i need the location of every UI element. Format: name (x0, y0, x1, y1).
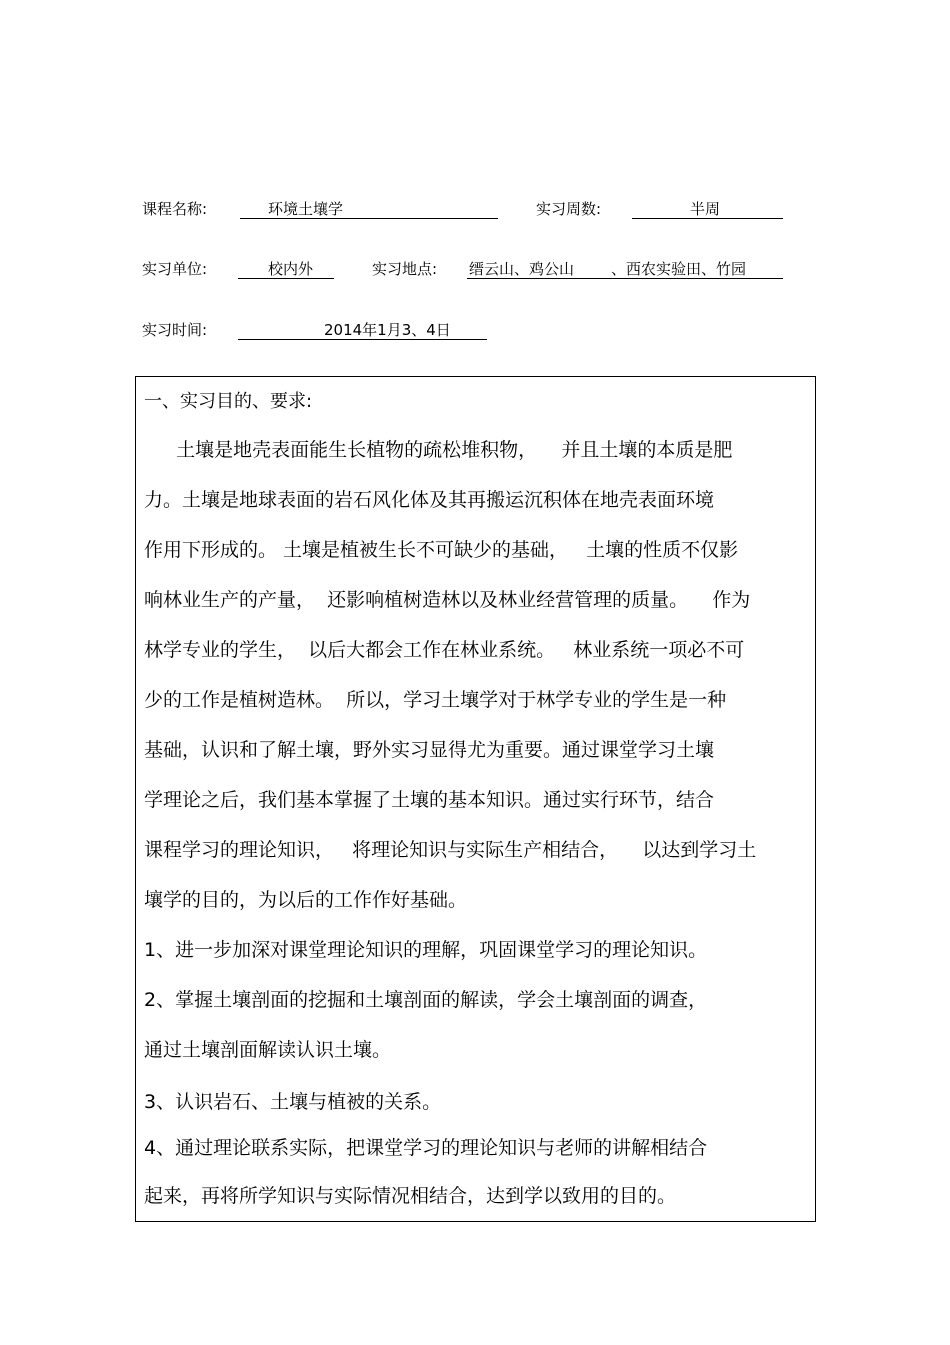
content-line: 4、通过理论联系实际，把课堂学习的理论知识与老师的讲解相结合 (144, 1137, 708, 1159)
practice-unit-text: 校内外 (268, 260, 314, 278)
practice-location-label: 实习地点: (372, 260, 438, 278)
content-line: 壤学的目的，为以后的工作作好基础。 (144, 889, 468, 911)
practice-weeks-text: 半周 (690, 200, 721, 218)
section-heading: 一、实习目的、要求: (144, 391, 313, 412)
practice-weeks-value (632, 199, 783, 219)
content-line: 2、掌握土壤剖面的挖掘和土壤剖面的解读，学会土壤剖面的调查， (144, 989, 708, 1011)
practice-unit-label: 实习单位: (142, 260, 208, 278)
content-line: 课程学习的理论知识， 将理论知识与实际生产相结合， 以达到学习土 (144, 839, 757, 861)
content-line: 土壤是地壳表面能生长植物的疏松堆积物， 并且土壤的本质是肥 (152, 439, 733, 461)
practice-weeks-label: 实习周数: (536, 200, 602, 218)
content-line: 少的工作是植树造林。 所以，学习土壤学对于林学专业的学生是一种 (144, 689, 727, 711)
practice-unit-value (238, 259, 334, 279)
practice-time-label: 实习时间: (142, 321, 208, 339)
content-line: 通过土壤剖面解读认识土壤。 (144, 1039, 392, 1061)
content-line: 1、进一步加深对课堂理论知识的理解，巩固课堂学习的理论知识。 (144, 939, 708, 961)
practice-time-text: 2014年1月3、4日 (324, 321, 451, 339)
content-line: 3、认识岩石、土壤与植被的关系。 (144, 1091, 442, 1113)
practice-time-value (238, 320, 487, 340)
content-line: 基础，认识和了解土壤，野外实习显得尤为重要。通过课堂学习土壤 (144, 739, 715, 761)
practice-location-text-a: 缙云山、鸡公山 (469, 260, 575, 278)
content-box (135, 376, 816, 1222)
course-name-value (240, 199, 498, 219)
practice-location-text-b: 、西农实验田、竹园 (611, 260, 747, 278)
course-name-text: 环境土壤学 (268, 200, 344, 218)
content-line: 响林业生产的产量， 还影响植树造林以及林业经营管理的质量。 作为 (144, 589, 751, 611)
course-name-label: 课程名称: (142, 200, 208, 218)
practice-location-value (467, 259, 783, 279)
content-line: 力。土壤是地球表面的岩石风化体及其再搬运沉积体在地壳表面环境 (144, 489, 715, 511)
content-line: 起来，再将所学知识与实际情况相结合，达到学以致用的目的。 (144, 1185, 677, 1207)
content-line: 林学专业的学生， 以后大都会工作在林业系统。 林业系统一项必不可 (144, 639, 745, 661)
content-line: 学理论之后，我们基本掌握了土壤的基本知识。通过实行环节，结合 (144, 789, 715, 811)
content-line: 作用下形成的。 土壤是植被生长不可缺少的基础， 土壤的性质不仅影 (144, 539, 739, 561)
